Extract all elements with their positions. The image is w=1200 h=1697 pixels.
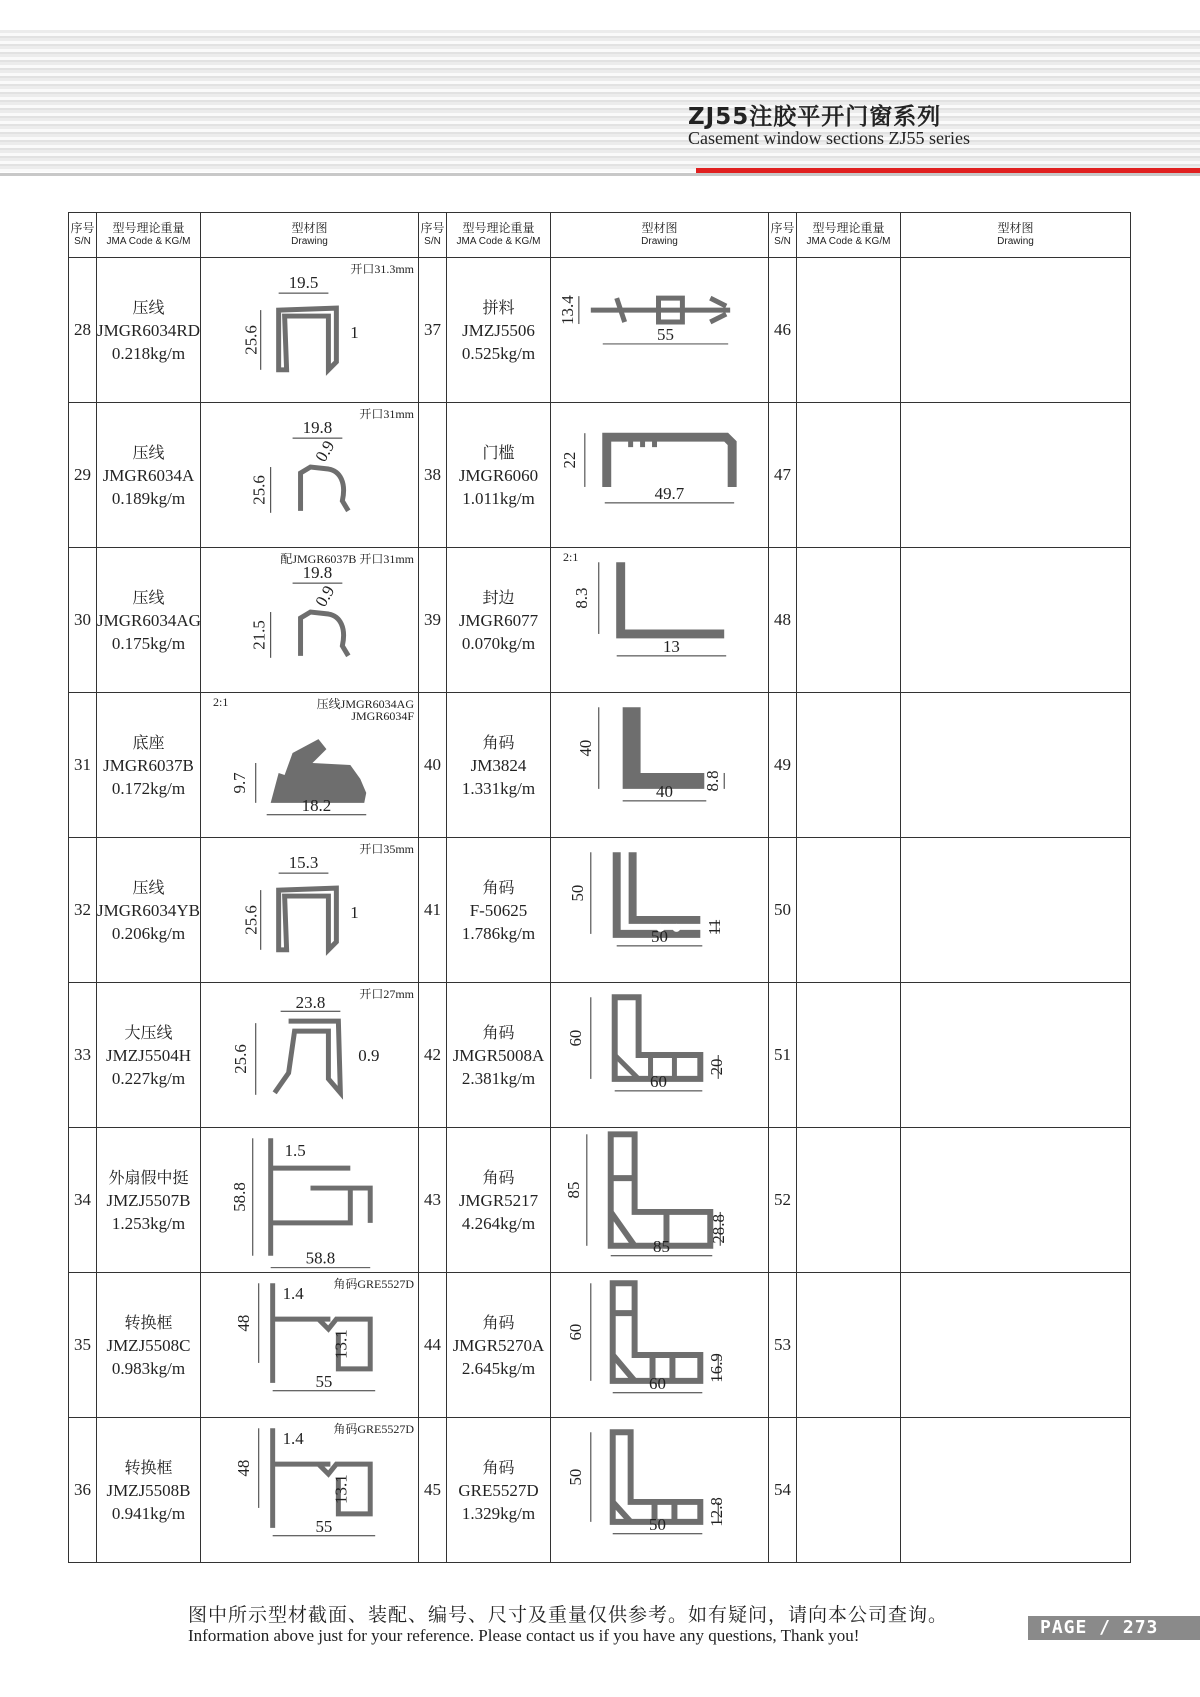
svg-text:25.6: 25.6	[249, 475, 269, 505]
profile-section-drawing	[201, 983, 418, 1127]
empty-drawing-cell	[901, 258, 1131, 403]
empty-drawing-cell	[901, 693, 1131, 838]
table-row	[69, 693, 1131, 838]
empty-code-cell	[797, 403, 901, 548]
serial-number: 51	[769, 983, 797, 1128]
serial-number: 35	[69, 1273, 97, 1418]
profile-name: 角码	[482, 877, 515, 897]
profile-drawing	[551, 983, 769, 1128]
profile-name: 压线	[132, 587, 165, 607]
table-row	[69, 983, 1131, 1128]
profile-code-cell	[97, 1273, 201, 1418]
serial-number: 39	[419, 548, 447, 693]
profile-code: JMGR5008A	[452, 1045, 545, 1065]
drawing-note: 开口31.3mm	[350, 262, 414, 276]
profile-weight: 2.381kg/m	[461, 1068, 536, 1088]
svg-text:40: 40	[575, 739, 595, 757]
svg-text:18.2: 18.2	[301, 795, 332, 815]
svg-text:25.6: 25.6	[241, 905, 261, 935]
profile-code-cell	[97, 258, 201, 403]
serial-number: 42	[419, 983, 447, 1128]
empty-code-cell	[797, 693, 901, 838]
profile-weight: 0.206kg/m	[111, 923, 186, 943]
svg-text:0.9: 0.9	[311, 582, 339, 611]
table-row	[69, 1128, 1131, 1273]
svg-text:0.9: 0.9	[311, 437, 339, 466]
profile-drawing	[201, 1418, 419, 1563]
profile-code: JMGR6034RD	[97, 320, 200, 340]
svg-text:60: 60	[650, 1071, 667, 1091]
empty-code-cell	[797, 983, 901, 1128]
svg-text:22: 22	[559, 451, 579, 469]
profile-drawing	[551, 1273, 769, 1418]
profile-weight: 1.329kg/m	[461, 1503, 536, 1523]
svg-text:0.9: 0.9	[358, 1045, 380, 1065]
profile-section-drawing	[201, 1273, 418, 1417]
svg-text:19.5: 19.5	[288, 273, 319, 293]
profile-code: JMZJ5506	[462, 320, 535, 340]
profile-section-drawing	[201, 838, 418, 982]
svg-text:13: 13	[662, 636, 680, 656]
profile-drawing	[551, 838, 769, 983]
serial-number: 32	[69, 838, 97, 983]
profile-section-drawing	[551, 1128, 768, 1272]
profile-name: 转换框	[124, 1457, 173, 1477]
profile-section-drawing	[551, 403, 768, 547]
profile-drawing	[201, 548, 419, 693]
svg-text:60: 60	[649, 1373, 666, 1393]
profile-code-cell	[447, 1273, 551, 1418]
svg-text:9.7: 9.7	[229, 772, 249, 794]
page-title-cn: ZJ55注胶平开门窗系列	[688, 104, 942, 130]
serial-number: 53	[769, 1273, 797, 1418]
profile-code-cell	[447, 403, 551, 548]
empty-code-cell	[797, 1128, 901, 1273]
serial-number: 48	[769, 548, 797, 693]
serial-number: 34	[69, 1128, 97, 1273]
drawing-note: 配JMGR6037B 开口31mm	[280, 552, 414, 566]
profile-section-drawing	[201, 548, 418, 692]
empty-drawing-cell	[901, 983, 1131, 1128]
profile-table	[68, 212, 1131, 1563]
empty-code-cell	[797, 258, 901, 403]
drawing-note: 角码GRE5527D	[333, 1422, 414, 1436]
profile-weight: 0.983kg/m	[111, 1358, 186, 1378]
empty-drawing-cell	[901, 1418, 1131, 1563]
profile-drawing	[551, 548, 769, 693]
profile-drawing	[201, 1128, 419, 1273]
svg-text:40: 40	[656, 781, 673, 801]
profile-section-drawing	[551, 693, 768, 837]
serial-number: 46	[769, 258, 797, 403]
profile-code-cell	[447, 693, 551, 838]
svg-text:50: 50	[565, 1468, 585, 1486]
profile-weight: 0.218kg/m	[111, 343, 186, 363]
serial-number: 28	[69, 258, 97, 403]
profile-name: 外扇假中挺	[108, 1167, 189, 1187]
serial-number: 45	[419, 1418, 447, 1563]
svg-text:28.8: 28.8	[709, 1214, 729, 1244]
svg-text:21.5: 21.5	[249, 620, 269, 650]
drawing-header: 型材图 Drawing	[901, 213, 1131, 258]
serial-number: 36	[69, 1418, 97, 1563]
profile-code: JMGR6034A	[102, 465, 195, 485]
serial-number: 49	[769, 693, 797, 838]
sn-header: 序号 S/N	[769, 213, 797, 258]
profile-code: JMZJ5508B	[106, 1480, 191, 1500]
code-header: 型号理论重量 JMA Code & KG/M	[447, 213, 551, 258]
profile-drawing	[201, 983, 419, 1128]
svg-text:55: 55	[315, 1516, 333, 1536]
serial-number: 30	[69, 548, 97, 693]
drawing-note: 开口27mm	[359, 987, 414, 1001]
profile-section-drawing	[201, 1128, 418, 1272]
svg-text:25.6: 25.6	[241, 325, 261, 355]
profile-code-cell	[97, 838, 201, 983]
drawing-note: 压线JMGR6034AG	[316, 697, 414, 711]
svg-text:1: 1	[350, 322, 359, 342]
drawing-note: 角码GRE5527D	[333, 1277, 414, 1291]
profile-code-cell	[447, 983, 551, 1128]
drawing-note-2: JMGR6034F	[351, 709, 414, 723]
empty-drawing-cell	[901, 1128, 1131, 1273]
profile-weight: 1.011kg/m	[462, 488, 535, 508]
profile-code: JM3824	[470, 755, 527, 775]
svg-text:58.8: 58.8	[305, 1248, 336, 1268]
svg-text:60: 60	[565, 1323, 585, 1341]
code-header: 型号理论重量 JMA Code & KG/M	[797, 213, 901, 258]
profile-drawing	[201, 838, 419, 983]
profile-code-cell	[97, 983, 201, 1128]
profile-code: JMGR6034AG	[97, 610, 201, 630]
header-stripes	[0, 30, 1200, 172]
serial-number: 43	[419, 1128, 447, 1273]
profile-drawing	[551, 258, 769, 403]
profile-code-cell	[447, 548, 551, 693]
svg-text:11: 11	[705, 918, 725, 936]
profile-name: 角码	[482, 732, 515, 752]
profile-code-cell	[97, 1418, 201, 1563]
profile-section-drawing	[551, 258, 768, 402]
empty-drawing-cell	[901, 403, 1131, 548]
profile-code: JMZJ5504H	[105, 1045, 191, 1065]
profile-code-cell	[447, 1128, 551, 1273]
empty-code-cell	[797, 1418, 901, 1563]
svg-text:1.5: 1.5	[284, 1141, 306, 1161]
drawing-header: 型材图 Drawing	[201, 213, 419, 258]
serial-number: 31	[69, 693, 97, 838]
svg-text:48: 48	[233, 1459, 253, 1477]
svg-text:8.8: 8.8	[703, 770, 723, 792]
profile-weight: 0.525kg/m	[461, 343, 536, 363]
table-row	[69, 403, 1131, 548]
empty-drawing-cell	[901, 1273, 1131, 1418]
svg-text:55: 55	[315, 1371, 333, 1391]
svg-text:55: 55	[657, 324, 674, 344]
profile-weight: 0.941kg/m	[111, 1503, 186, 1523]
svg-text:19.8: 19.8	[302, 418, 333, 438]
profile-section-drawing	[551, 1273, 768, 1417]
profile-name: 底座	[132, 732, 165, 752]
serial-number: 52	[769, 1128, 797, 1273]
profile-code: GRE5527D	[458, 1480, 539, 1500]
serial-number: 29	[69, 403, 97, 548]
sn-header: 序号 S/N	[69, 213, 97, 258]
profile-section-drawing	[551, 1418, 768, 1562]
empty-code-cell	[797, 1273, 901, 1418]
serial-number: 37	[419, 258, 447, 403]
profile-code: JMGR6037B	[103, 755, 194, 775]
svg-text:15.3: 15.3	[288, 853, 319, 873]
svg-text:25.6: 25.6	[230, 1044, 250, 1074]
profile-code-cell	[447, 1418, 551, 1563]
drawing-note: 开口35mm	[359, 842, 414, 856]
header-rule	[0, 173, 1200, 176]
profile-drawing	[551, 403, 769, 548]
svg-text:50: 50	[567, 884, 587, 902]
profile-code: F-50625	[469, 900, 528, 920]
profile-code-cell	[97, 1128, 201, 1273]
table-row	[69, 838, 1131, 983]
svg-text:16.9: 16.9	[707, 1353, 727, 1383]
profile-drawing	[201, 1273, 419, 1418]
table-header-row	[69, 213, 1131, 258]
svg-text:1: 1	[350, 902, 359, 922]
profile-name: 压线	[132, 442, 165, 462]
profile-section-drawing	[201, 693, 418, 837]
table-row	[69, 258, 1131, 403]
empty-drawing-cell	[901, 838, 1131, 983]
profile-code-cell	[97, 403, 201, 548]
profile-weight: 0.227kg/m	[111, 1068, 186, 1088]
profile-weight: 1.253kg/m	[111, 1213, 186, 1233]
profile-code: JMZJ5508C	[106, 1335, 191, 1355]
profile-weight: 1.331kg/m	[461, 778, 536, 798]
svg-text:48: 48	[233, 1314, 253, 1332]
svg-text:19.8: 19.8	[302, 563, 333, 583]
svg-text:1.4: 1.4	[282, 1284, 304, 1304]
serial-number: 40	[419, 693, 447, 838]
profile-code-cell	[447, 838, 551, 983]
svg-text:12.8: 12.8	[707, 1497, 727, 1527]
profile-code: JMGR6060	[458, 465, 539, 485]
footer-note-cn: 图中所示型材截面、装配、编号、尺寸及重量仅供参考。如有疑问，请向本公司查询。	[188, 1604, 949, 1626]
profile-name: 角码	[482, 1167, 515, 1187]
footer-note-en: Information above just for your reference. Please contact us if you have any questions, Thank you!	[188, 1626, 860, 1645]
serial-number: 47	[769, 403, 797, 548]
profile-section-drawing	[201, 403, 418, 547]
drawing-note: 开口31mm	[359, 407, 414, 421]
empty-code-cell	[797, 838, 901, 983]
code-header: 型号理论重量 JMA Code & KG/M	[97, 213, 201, 258]
profile-name: 大压线	[124, 1022, 173, 1042]
svg-text:49.7: 49.7	[654, 483, 685, 503]
profile-code: JMGR6077	[458, 610, 539, 630]
profile-drawing	[201, 258, 419, 403]
profile-code: JMGR5217	[458, 1190, 539, 1210]
profile-section-drawing	[201, 1418, 418, 1562]
profile-code-cell	[97, 548, 201, 693]
profile-drawing	[201, 693, 419, 838]
serial-number: 33	[69, 983, 97, 1128]
scale-label: 2:1	[213, 695, 229, 709]
scale-label: 2:1	[563, 550, 579, 564]
empty-code-cell	[797, 548, 901, 693]
svg-text:13.1: 13.1	[331, 1474, 351, 1504]
profile-weight: 0.175kg/m	[111, 633, 186, 653]
empty-drawing-cell	[901, 548, 1131, 693]
profile-code-cell	[97, 693, 201, 838]
svg-text:50: 50	[651, 926, 668, 946]
profile-weight: 0.189kg/m	[111, 488, 186, 508]
svg-text:1.4: 1.4	[282, 1429, 304, 1449]
profile-name: 转换框	[124, 1312, 173, 1332]
table-row	[69, 548, 1131, 693]
profile-section-drawing	[551, 838, 768, 982]
serial-number: 54	[769, 1418, 797, 1563]
svg-text:23.8: 23.8	[295, 993, 326, 1013]
profile-name: 压线	[132, 877, 165, 897]
svg-text:13.4: 13.4	[557, 295, 577, 325]
svg-text:20: 20	[707, 1058, 727, 1076]
svg-text:58.8: 58.8	[229, 1182, 249, 1212]
profile-section-drawing	[551, 983, 768, 1127]
svg-text:85: 85	[563, 1181, 583, 1199]
svg-text:60: 60	[565, 1029, 585, 1047]
profile-name: 门槛	[482, 442, 515, 462]
drawing-header: 型材图 Drawing	[551, 213, 769, 258]
profile-weight: 0.172kg/m	[111, 778, 186, 798]
table-row	[69, 1273, 1131, 1418]
profile-code-cell	[447, 258, 551, 403]
svg-text:50: 50	[649, 1514, 666, 1534]
profile-section-drawing	[551, 548, 768, 692]
profile-name: 压线	[132, 297, 165, 317]
profile-weight: 4.264kg/m	[461, 1213, 536, 1233]
svg-text:85: 85	[653, 1236, 670, 1256]
serial-number: 38	[419, 403, 447, 548]
page-number: PAGE / 273	[1040, 1617, 1159, 1638]
profile-weight: 1.786kg/m	[461, 923, 536, 943]
profile-drawing	[551, 693, 769, 838]
profile-code: JMZJ5507B	[106, 1190, 191, 1210]
serial-number: 41	[419, 838, 447, 983]
profile-drawing	[551, 1418, 769, 1563]
sn-header: 序号 S/N	[419, 213, 447, 258]
serial-number: 44	[419, 1273, 447, 1418]
profile-code: JMGR5270A	[452, 1335, 545, 1355]
table-row	[69, 1418, 1131, 1563]
profile-name: 角码	[482, 1312, 515, 1332]
page-title-en: Casement window sections ZJ55 series	[688, 128, 970, 148]
profile-name: 拼料	[482, 297, 515, 317]
serial-number: 50	[769, 838, 797, 983]
profile-drawing	[201, 403, 419, 548]
profile-drawing	[551, 1128, 769, 1273]
profile-name: 角码	[482, 1457, 515, 1477]
profile-name: 封边	[482, 587, 515, 607]
profile-code: JMGR6034YB	[97, 900, 200, 920]
profile-name: 角码	[482, 1022, 515, 1042]
svg-text:8.3: 8.3	[571, 587, 591, 609]
profile-section-drawing	[201, 258, 418, 402]
profile-weight: 2.645kg/m	[461, 1358, 536, 1378]
profile-weight: 0.070kg/m	[461, 633, 536, 653]
svg-text:13.1: 13.1	[331, 1329, 351, 1359]
